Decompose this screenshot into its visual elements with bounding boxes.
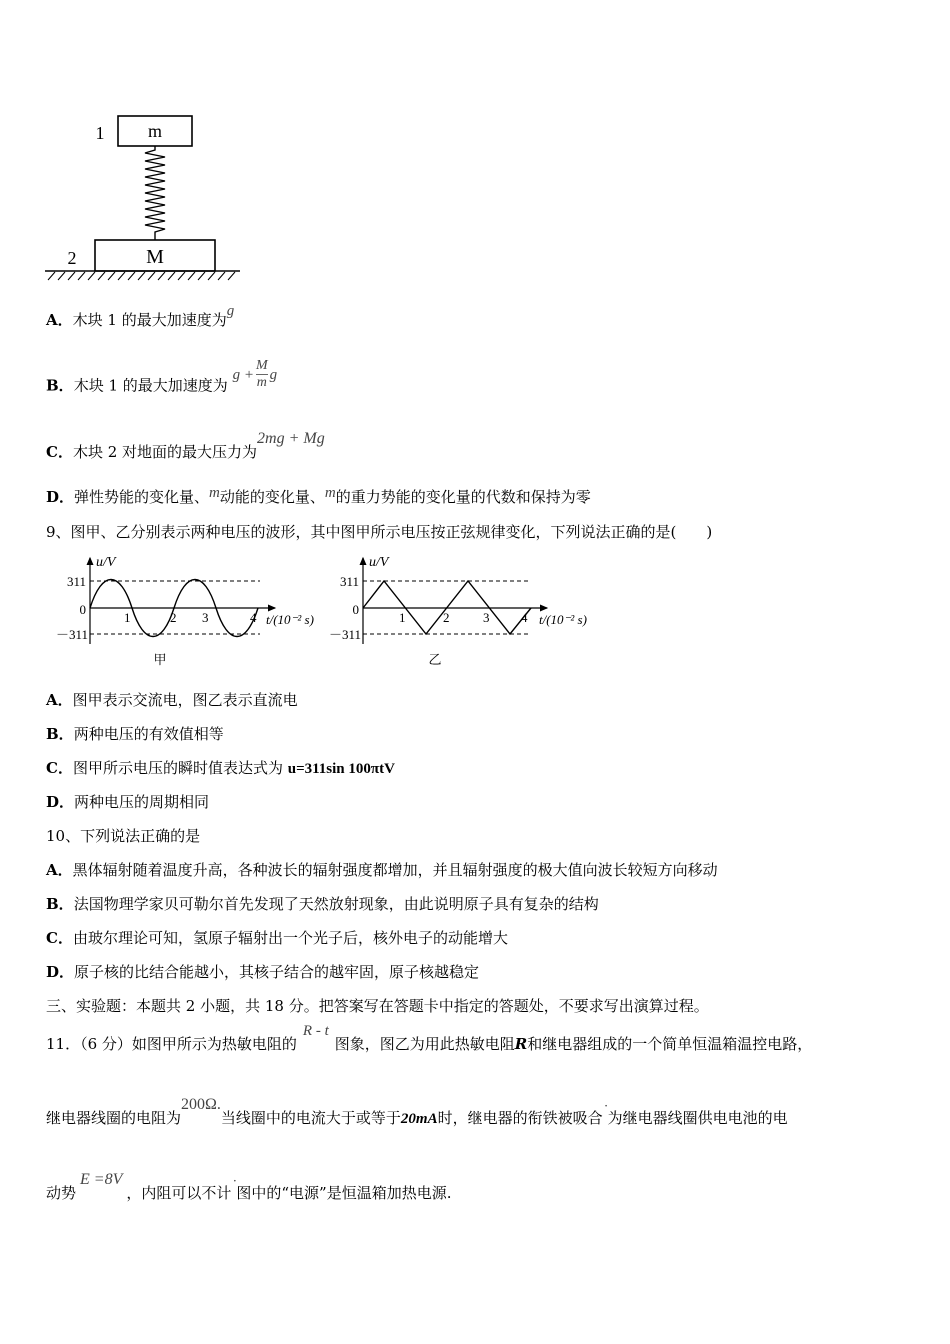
q11-math-rt: R - t bbox=[302, 1023, 329, 1039]
spring-block-diagram bbox=[40, 108, 250, 288]
option-text: 图甲表示交流电，图乙表示直流电 bbox=[72, 691, 298, 709]
origin-label: 0 bbox=[352, 602, 359, 617]
q11-text-1b: 图象，图乙为用此热敏电阻 bbox=[334, 1035, 515, 1053]
q11-dot-mark: ˙ bbox=[602, 1103, 608, 1119]
option-text: 黑体辐射随着温度升高，各种波长的辐射强度都增加，并且辐射强度的极大值向波长较短方向移动 bbox=[72, 861, 718, 879]
option-text: 木块 1 的最大加速度为 bbox=[73, 376, 228, 395]
graph-yi bbox=[325, 552, 615, 672]
y-max-label: 311 bbox=[66, 574, 86, 589]
q11-text-1c: 和继电器组成的一个简单恒温箱温控电路， bbox=[527, 1035, 813, 1053]
option-text: 木块 2 对地面的最大压力为 bbox=[72, 443, 258, 461]
option-text: 木块 1 的最大加速度为 bbox=[72, 311, 227, 329]
option-fraction bbox=[256, 358, 268, 391]
option-letter: A． bbox=[46, 861, 73, 879]
option-math-post: g bbox=[269, 366, 278, 383]
option-text: 两种电压的周期相同 bbox=[74, 793, 210, 811]
option-math-pre: g + bbox=[232, 366, 254, 383]
x-tick-1: 1 bbox=[399, 610, 406, 625]
block-2-number: 2 bbox=[67, 248, 77, 268]
q11-text-3c: 图中的“电源”是恒温箱加热电源. bbox=[236, 1184, 452, 1202]
fraction-denominator: m bbox=[256, 375, 267, 390]
x-tick-3: 3 bbox=[483, 610, 490, 625]
q11-math-emf: E =8V bbox=[80, 1171, 123, 1188]
x-tick-4: 4 bbox=[250, 610, 257, 625]
x-tick-2: 2 bbox=[170, 610, 177, 625]
option-math: g bbox=[226, 303, 235, 319]
x-tick-1: 1 bbox=[124, 610, 131, 625]
option-letter: B． bbox=[46, 376, 74, 395]
q11-text-3b: ，内阻可以不计 bbox=[126, 1184, 232, 1202]
option-text: 图甲所示电压的瞬时值表达式为 bbox=[72, 759, 288, 777]
option-letter: C． bbox=[46, 759, 73, 777]
q9-option-a bbox=[46, 690, 298, 710]
option-letter: D． bbox=[46, 488, 75, 506]
y-axis-label: u/V bbox=[96, 555, 116, 570]
option-letter: B． bbox=[46, 725, 74, 743]
option-text: 法国物理学家贝可勒尔首先发现了天然放射现象，由此说明原子具有复杂的结构 bbox=[73, 895, 599, 913]
x-tick-3: 3 bbox=[202, 610, 209, 625]
block-M-label: M bbox=[146, 246, 164, 268]
q11-text-2c: 时，继电器的衔铁被吸合 bbox=[437, 1109, 603, 1127]
y-axis-label: u/V bbox=[369, 555, 389, 570]
q11-dot-mark-2: ˙ bbox=[231, 1178, 237, 1194]
q11-text-2a: 继电器线圈的电阻为 bbox=[46, 1109, 182, 1127]
q11-line3 bbox=[46, 1171, 452, 1204]
option-letter: C． bbox=[46, 443, 73, 461]
option-letter: A． bbox=[46, 311, 73, 329]
ground-hatching bbox=[48, 272, 235, 280]
origin-label: 0 bbox=[79, 602, 86, 617]
q11-line1 bbox=[46, 1023, 813, 1055]
q10-option-c bbox=[46, 928, 508, 948]
q9-option-d bbox=[46, 792, 209, 812]
q9-stem: 9、图甲、乙分别表示两种电压的波形，其中图甲所示电压按正弦规律变化，下列说法正确的是( ) bbox=[46, 523, 713, 541]
fraction-numerator: M bbox=[255, 358, 268, 373]
spring bbox=[145, 146, 165, 240]
q11-math-resistance: 200Ω. bbox=[181, 1096, 221, 1113]
x-axis-label: t/(10⁻² s) bbox=[266, 612, 314, 627]
graph-jia bbox=[50, 552, 340, 672]
q8-option-c bbox=[46, 430, 325, 463]
graph-caption: 甲 bbox=[153, 652, 167, 667]
y-max-label: 311 bbox=[339, 574, 359, 589]
section3-heading: 三、实验题：本题共 2 小题，共 18 分。把答案写在答题卡中指定的答题处，不要求写出演算过程。 bbox=[46, 997, 709, 1015]
q11-resistor-symbol: R bbox=[514, 1035, 528, 1053]
q11-current-value: 20mA bbox=[400, 1111, 438, 1127]
q11-text-2b: 当线圈中的电流大于或等于 bbox=[220, 1109, 401, 1127]
option-text-c: 的重力势能的变化量的代数和保持为零 bbox=[335, 488, 591, 506]
option-letter: A． bbox=[46, 691, 73, 709]
q10-stem: 10、下列说法正确的是 bbox=[46, 827, 201, 845]
q11-text-3a: 动势 bbox=[46, 1184, 77, 1202]
q11-line2 bbox=[46, 1096, 788, 1129]
q8-option-d bbox=[46, 487, 591, 508]
q11-text-2d: 为继电器线圈供电电池的电 bbox=[607, 1109, 788, 1127]
q11-text-1a: 11．（6 分）如图甲所示为热敏电阻的 bbox=[46, 1035, 297, 1053]
option-text-b: 动能的变化量、 bbox=[219, 488, 325, 506]
y-min-label: －311 bbox=[55, 627, 88, 642]
x-tick-2: 2 bbox=[443, 610, 450, 625]
option-text: 原子核的比结合能越小，其核子结合的越牢固，原子核越稳定 bbox=[74, 963, 480, 981]
option-letter: C． bbox=[46, 929, 73, 947]
option-letter: B． bbox=[46, 895, 74, 913]
option-expression: u=311sin 100πtV bbox=[287, 761, 395, 777]
x-tick-4: 4 bbox=[521, 610, 528, 625]
option-math-b: m bbox=[324, 485, 336, 501]
option-math: 2mg + Mg bbox=[257, 430, 325, 447]
option-text: 两种电压的有效值相等 bbox=[73, 725, 224, 743]
option-letter: D． bbox=[46, 793, 75, 811]
y-min-label: －311 bbox=[328, 627, 361, 642]
q8-option-b bbox=[46, 358, 278, 403]
q9-option-b bbox=[46, 724, 224, 744]
option-letter: D． bbox=[46, 963, 75, 981]
option-text-a: 弹性势能的变化量、 bbox=[74, 488, 210, 506]
block-m-label: m bbox=[147, 121, 163, 141]
q10-option-b bbox=[46, 894, 599, 914]
x-axis-label: t/(10⁻² s) bbox=[539, 612, 587, 627]
block-1-number: 1 bbox=[95, 123, 105, 143]
graph-caption: 乙 bbox=[428, 652, 442, 667]
q9-option-c bbox=[46, 758, 395, 779]
q10-option-a bbox=[46, 860, 718, 880]
q10-option-d bbox=[46, 962, 479, 982]
option-math-a: m bbox=[209, 485, 220, 501]
q8-option-a bbox=[46, 303, 235, 331]
option-text: 由玻尔理论可知，氢原子辐射出一个光子后，核外电子的动能增大 bbox=[72, 929, 508, 947]
